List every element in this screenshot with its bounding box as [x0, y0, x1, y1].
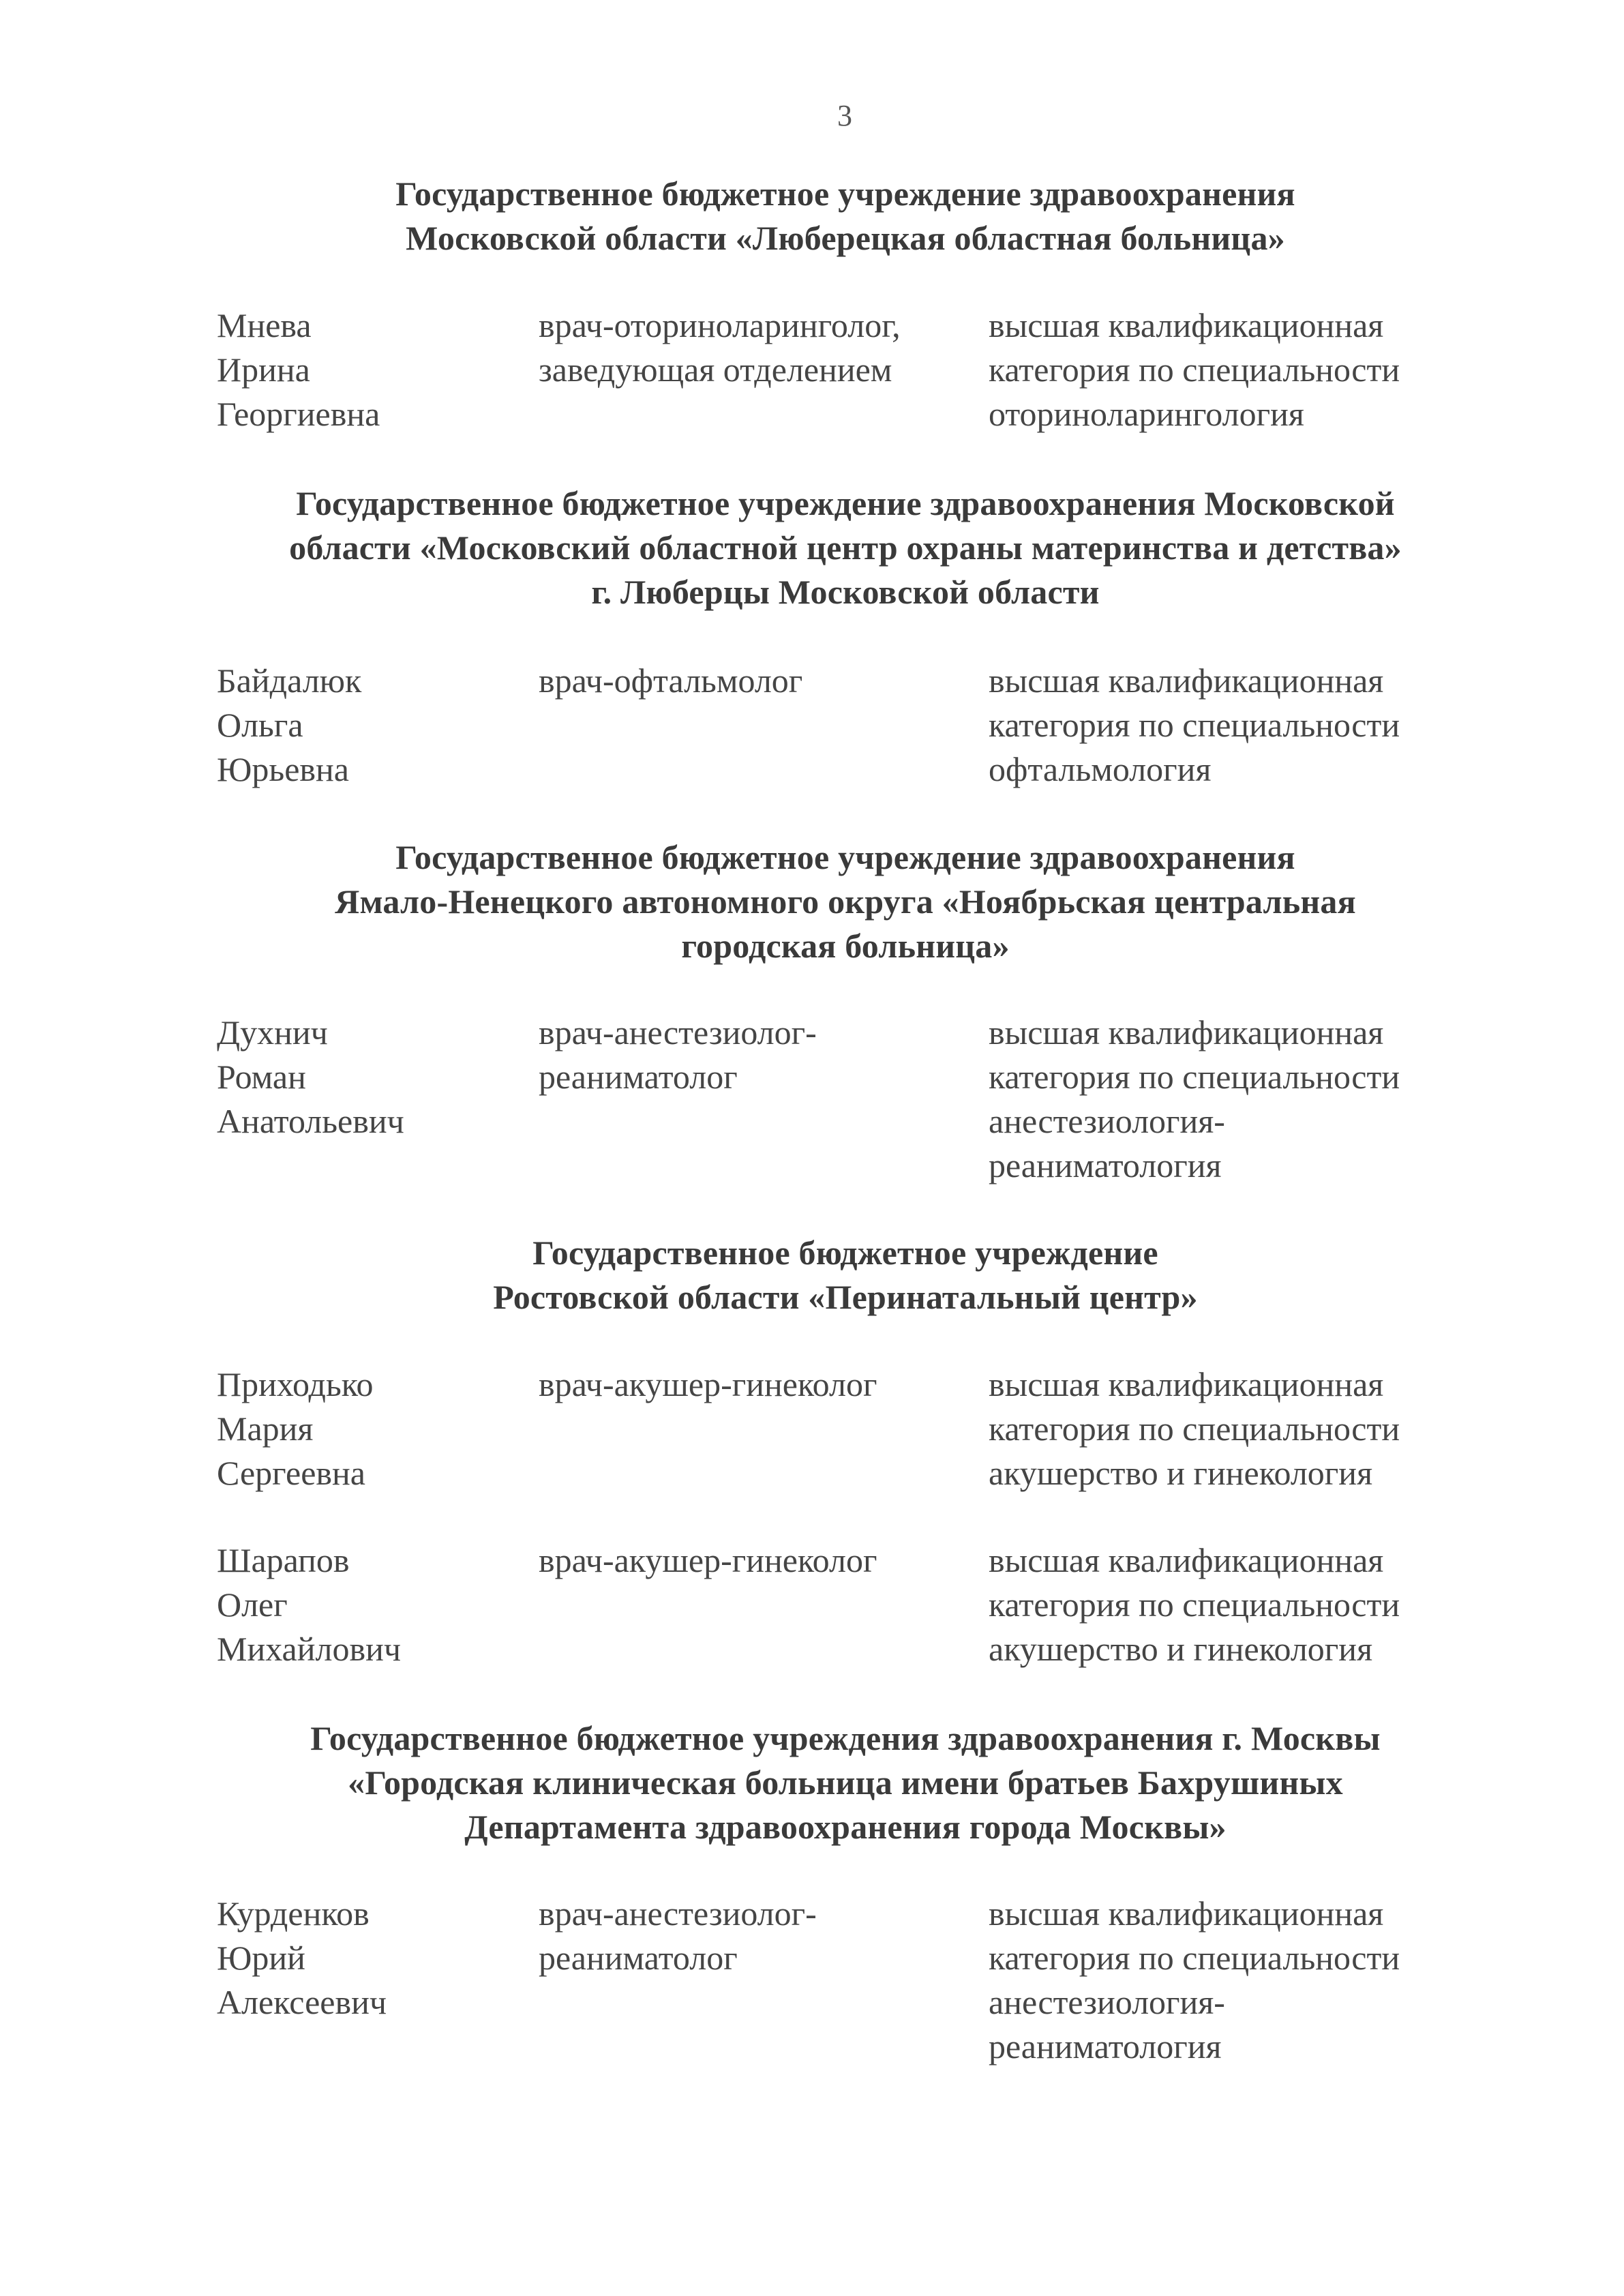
staff-qualification [989, 1538, 1507, 1671]
staff-entry [217, 1011, 1485, 1188]
name-line: Юрий [217, 1939, 305, 1977]
heading-line: Государственное бюджетное учреждение здравоохранения [395, 175, 1295, 213]
heading-line: Ямало-Ненецкого автономного округа «Ноябрьская центральная [335, 882, 1356, 921]
heading-line: «Городская клиническая больница имени братьев Бахрушиных [348, 1763, 1343, 1802]
name-line: Роман [217, 1058, 306, 1096]
qualification-line: офтальмология [989, 750, 1212, 788]
position-line: реаниматолог [539, 1058, 738, 1096]
name-line: Духнич [217, 1013, 328, 1052]
name-line: Ирина [217, 351, 310, 389]
staff-position [539, 1892, 975, 1980]
qualification-line: высшая квалификационная [989, 1013, 1384, 1052]
staff-entry [217, 1538, 1485, 1716]
heading-line: Департамента здравоохранения города Москвы» [464, 1808, 1227, 1846]
qualification-line: высшая квалификационная [989, 1541, 1384, 1579]
qualification-line: высшая квалификационная [989, 661, 1384, 700]
heading-line: Государственное бюджетное учреждение [532, 1234, 1158, 1272]
position-line: заведующая отделением [539, 351, 892, 389]
staff-position [539, 1362, 975, 1407]
heading-line: Государственное бюджетное учреждения здравоохранения г. Москвы [310, 1719, 1381, 1757]
staff-name [217, 1538, 530, 1671]
name-line: Приходько [217, 1365, 374, 1403]
qualification-line: высшая квалификационная [989, 1365, 1384, 1403]
name-line: Георгиевна [217, 395, 380, 433]
qualification-line: категория по специальности [989, 706, 1400, 744]
staff-position [539, 303, 975, 392]
staff-qualification [989, 1011, 1507, 1188]
position-line: врач-офтальмолог [539, 661, 803, 700]
qualification-line: высшая квалификационная [989, 1894, 1384, 1933]
name-line: Алексеевич [217, 1983, 387, 2021]
position-line: врач-акушер-гинеколог [539, 1541, 877, 1579]
qualification-line: категория по специальности [989, 1939, 1400, 1977]
heading-line: Московской области «Люберецкая областная больница» [406, 219, 1285, 257]
staff-qualification [989, 1362, 1507, 1495]
staff-name [217, 1011, 530, 1144]
position-line: врач-анестезиолог- [539, 1894, 817, 1933]
position-line: врач-анестезиолог- [539, 1013, 817, 1052]
staff-entry [217, 1362, 1485, 1540]
heading-line: Ростовской области «Перинатальный центр» [493, 1278, 1198, 1316]
heading-line: области «Московский областной центр охраны материнства и детства» [289, 528, 1402, 567]
staff-position [539, 1538, 975, 1583]
page-number: 3 [837, 99, 852, 132]
position-line: врач-оториноларинголог, [539, 306, 901, 344]
organization-heading [211, 1231, 1479, 1320]
name-line: Сергеевна [217, 1454, 365, 1492]
organization-heading [211, 1716, 1479, 1849]
qualification-line: категория по специальности [989, 1585, 1400, 1624]
staff-position [539, 1011, 975, 1099]
name-line: Курденков [217, 1894, 370, 1933]
heading-line: городская больница» [681, 927, 1010, 965]
name-line: Мария [217, 1410, 314, 1448]
qualification-line: акушерство и гинекология [989, 1454, 1373, 1492]
position-line: врач-акушер-гинеколог [539, 1365, 877, 1403]
staff-qualification [989, 659, 1507, 792]
staff-entry [217, 1892, 1485, 2069]
qualification-line: акушерство и гинекология [989, 1630, 1373, 1668]
staff-entry [217, 659, 1485, 836]
organization-heading [211, 835, 1479, 968]
staff-name [217, 1892, 530, 2025]
name-line: Шарапов [217, 1541, 350, 1579]
qualification-line: категория по специальности [989, 1058, 1400, 1096]
qualification-line: категория по специальности [989, 351, 1400, 389]
qualification-line: категория по специальности [989, 1410, 1400, 1448]
name-line: Ольга [217, 706, 303, 744]
staff-qualification [989, 303, 1507, 436]
heading-line: г. Люберцы Московской области [591, 573, 1100, 611]
qualification-line: реаниматология [989, 2027, 1222, 2066]
name-line: Анатольевич [217, 1102, 404, 1140]
staff-entry [217, 303, 1485, 481]
name-line: Олег [217, 1585, 288, 1624]
qualification-line: высшая квалификационная [989, 306, 1384, 344]
staff-name [217, 303, 530, 436]
organization-heading [211, 481, 1479, 614]
staff-position [539, 659, 975, 703]
name-line: Байдалюк [217, 661, 362, 700]
staff-name [217, 659, 530, 792]
qualification-line: реаниматология [989, 1146, 1222, 1184]
organization-heading [211, 172, 1479, 260]
qualification-line: анестезиология- [989, 1983, 1225, 2021]
heading-line: Государственное бюджетное учреждение здравоохранения Московской [296, 484, 1395, 522]
staff-name [217, 1362, 530, 1495]
position-line: реаниматолог [539, 1939, 738, 1977]
staff-qualification [989, 1892, 1507, 2069]
name-line: Юрьевна [217, 750, 349, 788]
qualification-line: анестезиология- [989, 1102, 1225, 1140]
name-line: Мнева [217, 306, 312, 344]
qualification-line: оториноларингология [989, 395, 1304, 433]
name-line: Михайлович [217, 1630, 401, 1668]
heading-line: Государственное бюджетное учреждение здравоохранения [395, 838, 1295, 876]
